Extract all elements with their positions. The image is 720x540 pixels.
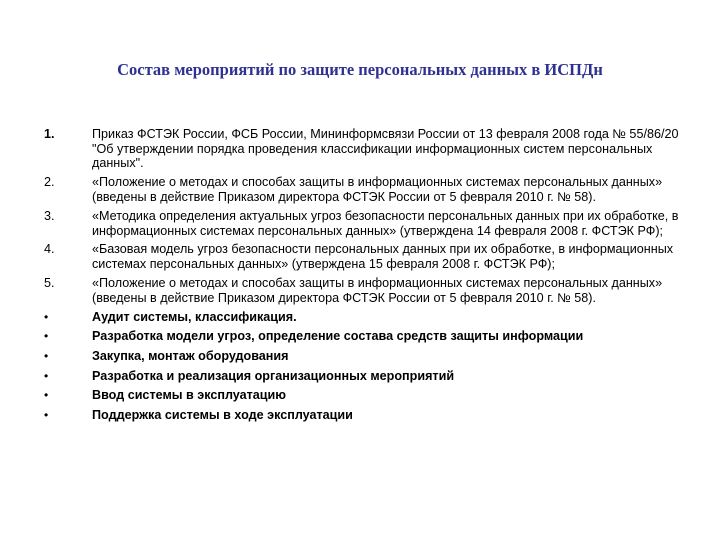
item-number: 2. bbox=[44, 175, 55, 190]
numbered-item bbox=[44, 175, 684, 204]
bullet-item bbox=[44, 369, 684, 384]
bullet-item bbox=[44, 349, 684, 364]
numbered-item bbox=[44, 127, 684, 171]
bullet-item bbox=[44, 310, 684, 325]
item-number: 3. bbox=[44, 208, 55, 223]
item-text: «Положение о методах и способах защиты в информационных системах персональных данных» (введены в действие Приказом директора ФСТЭК России от 5 февраля 2010 г. № 58). bbox=[92, 276, 663, 305]
bullet-item bbox=[44, 329, 684, 344]
item-text: «Положение о методах и способах защиты в информационных системах персональных данных» (введены в действие Приказом директора ФСТЭК России от 5 февраля 2010 г. № 58). bbox=[92, 175, 663, 204]
slide-title: Состав мероприятий по защите персональных данных в ИСПДн bbox=[117, 60, 603, 79]
bullet-item bbox=[44, 408, 684, 423]
item-text: Разработка модели угроз, определение состава средств защиты информации bbox=[92, 329, 584, 344]
bullet-marker: • bbox=[44, 408, 49, 423]
bullet-marker: • bbox=[44, 349, 49, 364]
bullet-marker: • bbox=[44, 388, 49, 403]
item-text: «Методика определения актуальных угроз безопасности персональных данных при их обработке, в информационных системах персональных данных» (утверждена 14 февраля 2008 г. ФСТЭК РФ); bbox=[92, 208, 679, 238]
item-text: Приказ ФСТЭК России, ФСБ России, Мининформсвязи России от 13 февраля 2008 года № 55/86/20 "Об утверждении порядка проведения классификации информационных систем персональных данных". bbox=[92, 127, 679, 171]
item-text: Поддержка системы в ходе эксплуатации bbox=[92, 408, 353, 423]
item-number: 4. bbox=[44, 242, 55, 257]
bullet-item bbox=[44, 388, 684, 403]
bullet-marker: • bbox=[44, 309, 49, 324]
content-list bbox=[44, 127, 684, 428]
item-number: 1. bbox=[44, 127, 55, 141]
item-number: 5. bbox=[44, 276, 55, 291]
item-text: Аудит системы, классификация. bbox=[92, 309, 297, 324]
bullet-marker: • bbox=[44, 368, 49, 383]
numbered-item bbox=[44, 209, 684, 238]
numbered-item bbox=[44, 242, 684, 271]
item-text: «Базовая модель угроз безопасности персональных данных при их обработке, в информационных системах персональных данных» (утверждена 15 февраля 2008 г. ФСТЭК РФ); bbox=[92, 242, 674, 272]
item-text: Разработка и реализация организационных мероприятий bbox=[92, 368, 455, 383]
numbered-item bbox=[44, 276, 684, 305]
item-text: Закупка, монтаж оборудования bbox=[92, 349, 289, 364]
item-text: Ввод системы в эксплуатацию bbox=[92, 388, 287, 403]
bullet-marker: • bbox=[44, 329, 49, 344]
